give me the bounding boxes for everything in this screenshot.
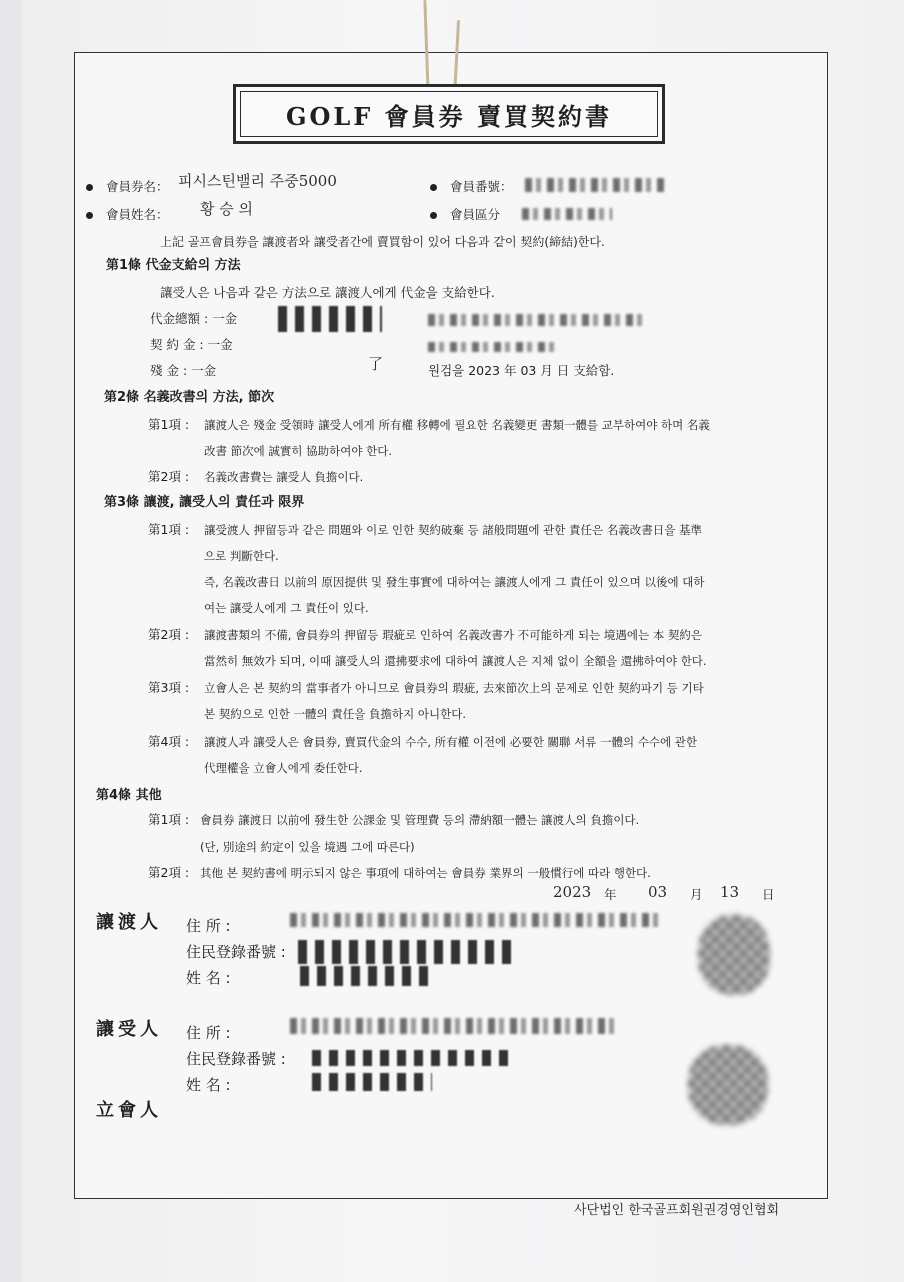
redacted-buyer-name [312,1073,432,1091]
document-title: GOLF 會員券 賣買契約書 [233,84,665,144]
article-3-clause-1-line-2: 으로 判斷한다. [204,549,279,563]
article-3-clause-3-line-1: 立會人은 본 契約의 當事者가 아니므로 會員券의 瑕疵, 去來節次上의 문제로 인한 契約파기 등 기타 [204,681,704,695]
article-3-clause-2-line-2: 當然히 無效가 되며, 이때 讓受人의 還拂要求에 대하여 讓渡人은 지체 없이 全額을 還拂하여야 한다. [204,654,707,668]
intro-text: 上記 골프會員券을 讓渡者와 讓受者간에 賣買함이 있어 다음과 같이 契約(締結)한다. [160,235,605,249]
contract-amount-label: 契 約 金 : 一金 [150,337,233,352]
contract-date-day: 13 [720,883,740,901]
seller-title: 讓渡人 [96,912,162,933]
seller-seal [698,915,770,995]
redacted-membership-number [525,178,665,192]
membership-holder-value: 황 승 의 [200,200,254,218]
bullet-icon [430,184,437,191]
article-2-clause-2-line-1: 名義改書費는 讓受人 負擔이다. [204,470,364,484]
buyer-seal [688,1045,768,1125]
redacted-seller-address [290,913,662,927]
article-4-clause-1-line-1: 會員券 讓渡日 以前에 發生한 公課金 및 管理費 등의 滯納額一體는 讓渡人의 負擔이다. [200,813,640,827]
contract-date-month-unit: 月 [690,887,703,902]
article-4-clause-2-line-1: 其他 본 契約書에 明示되지 않은 事項에 대하여는 會員券 業界의 一般慣行에 따라 행한다. [200,866,651,880]
article-2-clause-1-label: 第1項 : [148,417,190,432]
article-3-clause-2-line-1: 讓渡書類의 不備, 會員券의 押留등 瑕疵로 인하여 名義改書가 不可能하게 되는 境遇에는 本 契約은 [204,628,702,642]
contract-date-month: 03 [648,883,668,901]
buyer-name-label: 姓 名 : [186,1076,231,1094]
seller-address-label: 住 所 : [186,917,231,935]
buyer-address-label: 住 所 : [186,1024,231,1042]
article-3-clause-3-line-2: 본 契約으로 인한 一體의 責任을 負擔하지 아니한다. [204,707,467,721]
redacted-total-amount-words [428,314,646,326]
membership-number-label: 會員番號： [450,179,513,194]
balance-amount-label: 殘 金 : 一金 [150,363,217,378]
seller-name-label: 姓 名 : [186,969,231,987]
redacted-membership-class [522,208,612,220]
article-3-clause-4-line-1: 讓渡人과 讓受人은 會員券, 賣買代金의 수수, 所有權 이전에 必要한 關聯 서류 一體의 수수에 관한 [204,735,698,749]
article-3-clause-1-line-4: 여는 讓受人에게 그 責任이 있다. [204,601,369,615]
article-3-clause-2-label: 第2項 : [148,627,190,642]
balance-payment-date: 원검을 2023 年 03 月 日 支給함. [428,363,615,378]
redacted-seller-id [298,940,518,964]
membership-holder-label: 會員姓名： [106,207,169,222]
article-1-lead: 讓受人은 나음과 같은 方法으로 讓渡人에게 代金을 支給한다. [160,285,495,300]
membership-name-value: 피시스틴밸리 주중5000 [178,172,337,190]
redacted-seller-name [300,966,430,986]
article-2-clause-2-label: 第2項 : [148,469,190,484]
membership-class-label: 會員區分 [450,207,501,222]
bullet-icon [86,212,93,219]
article-2-heading: 第2條 名義改書의 方法, 節次 [104,390,275,405]
article-3-heading: 第3條 讓渡, 讓受人의 責任과 限界 [104,495,305,510]
redacted-total-amount [278,306,382,332]
article-3-clause-4-label: 第4項 : [148,734,190,749]
contract-date-day-unit: 日 [762,887,775,902]
article-2-clause-1-line-2: 改書 節次에 誠實히 協助하여야 한다. [204,444,393,458]
contract-date-year-unit: 年 [604,887,617,902]
article-3-clause-1-line-1: 讓受渡人 押留등과 같은 問題와 이로 인한 契約破棄 등 諸般問題에 관한 責任은 名義改書日을 基準 [204,523,702,537]
article-3-clause-1-label: 第1項 : [148,522,190,537]
seller-id-label: 住民登錄番號 : [186,943,286,961]
bullet-icon [86,184,93,191]
article-3-clause-1-line-3: 즉, 名義改書日 以前의 原因提供 및 發生事實에 대하여는 讓渡人에게 그 責任이 있으며 以後에 대하 [204,575,705,589]
bullet-icon [430,212,437,219]
total-amount-label: 代金總額 : 一金 [150,311,238,326]
article-4-heading: 第4條 其他 [96,788,162,803]
buyer-title: 讓受人 [96,1019,162,1040]
contract-date-year: 2023 [553,883,592,901]
redacted-buyer-id [312,1050,508,1066]
redacted-contract-amount [428,342,558,352]
redacted-buyer-address [290,1018,620,1034]
footer-organization: 사단법인 한국골프회원권경영인협회 [574,1203,780,1218]
article-4-clause-2-label: 第2項 : [148,865,190,880]
buyer-id-label: 住民登錄番號 : [186,1050,286,1068]
article-3-clause-4-line-2: 代理權을 立會人에게 委任한다. [204,761,363,775]
article-1-heading: 第1條 代金支給의 方法 [106,258,241,273]
article-4-clause-1-line-2: (단, 別途의 約定이 있을 境遇 그에 따른다) [200,840,415,854]
article-4-clause-1-label: 第1項 : [148,812,190,827]
balance-amount-handwritten: 了 [368,355,384,373]
membership-name-label: 會員券名： [106,179,169,194]
article-2-clause-1-line-1: 讓渡人은 殘金 受領時 讓受人에게 所有權 移轉에 필요한 名義變更 書類一體를 교부하여야 하며 名義 [204,418,710,432]
article-3-clause-3-label: 第3項 : [148,680,190,695]
witness-title: 立會人 [96,1100,162,1121]
